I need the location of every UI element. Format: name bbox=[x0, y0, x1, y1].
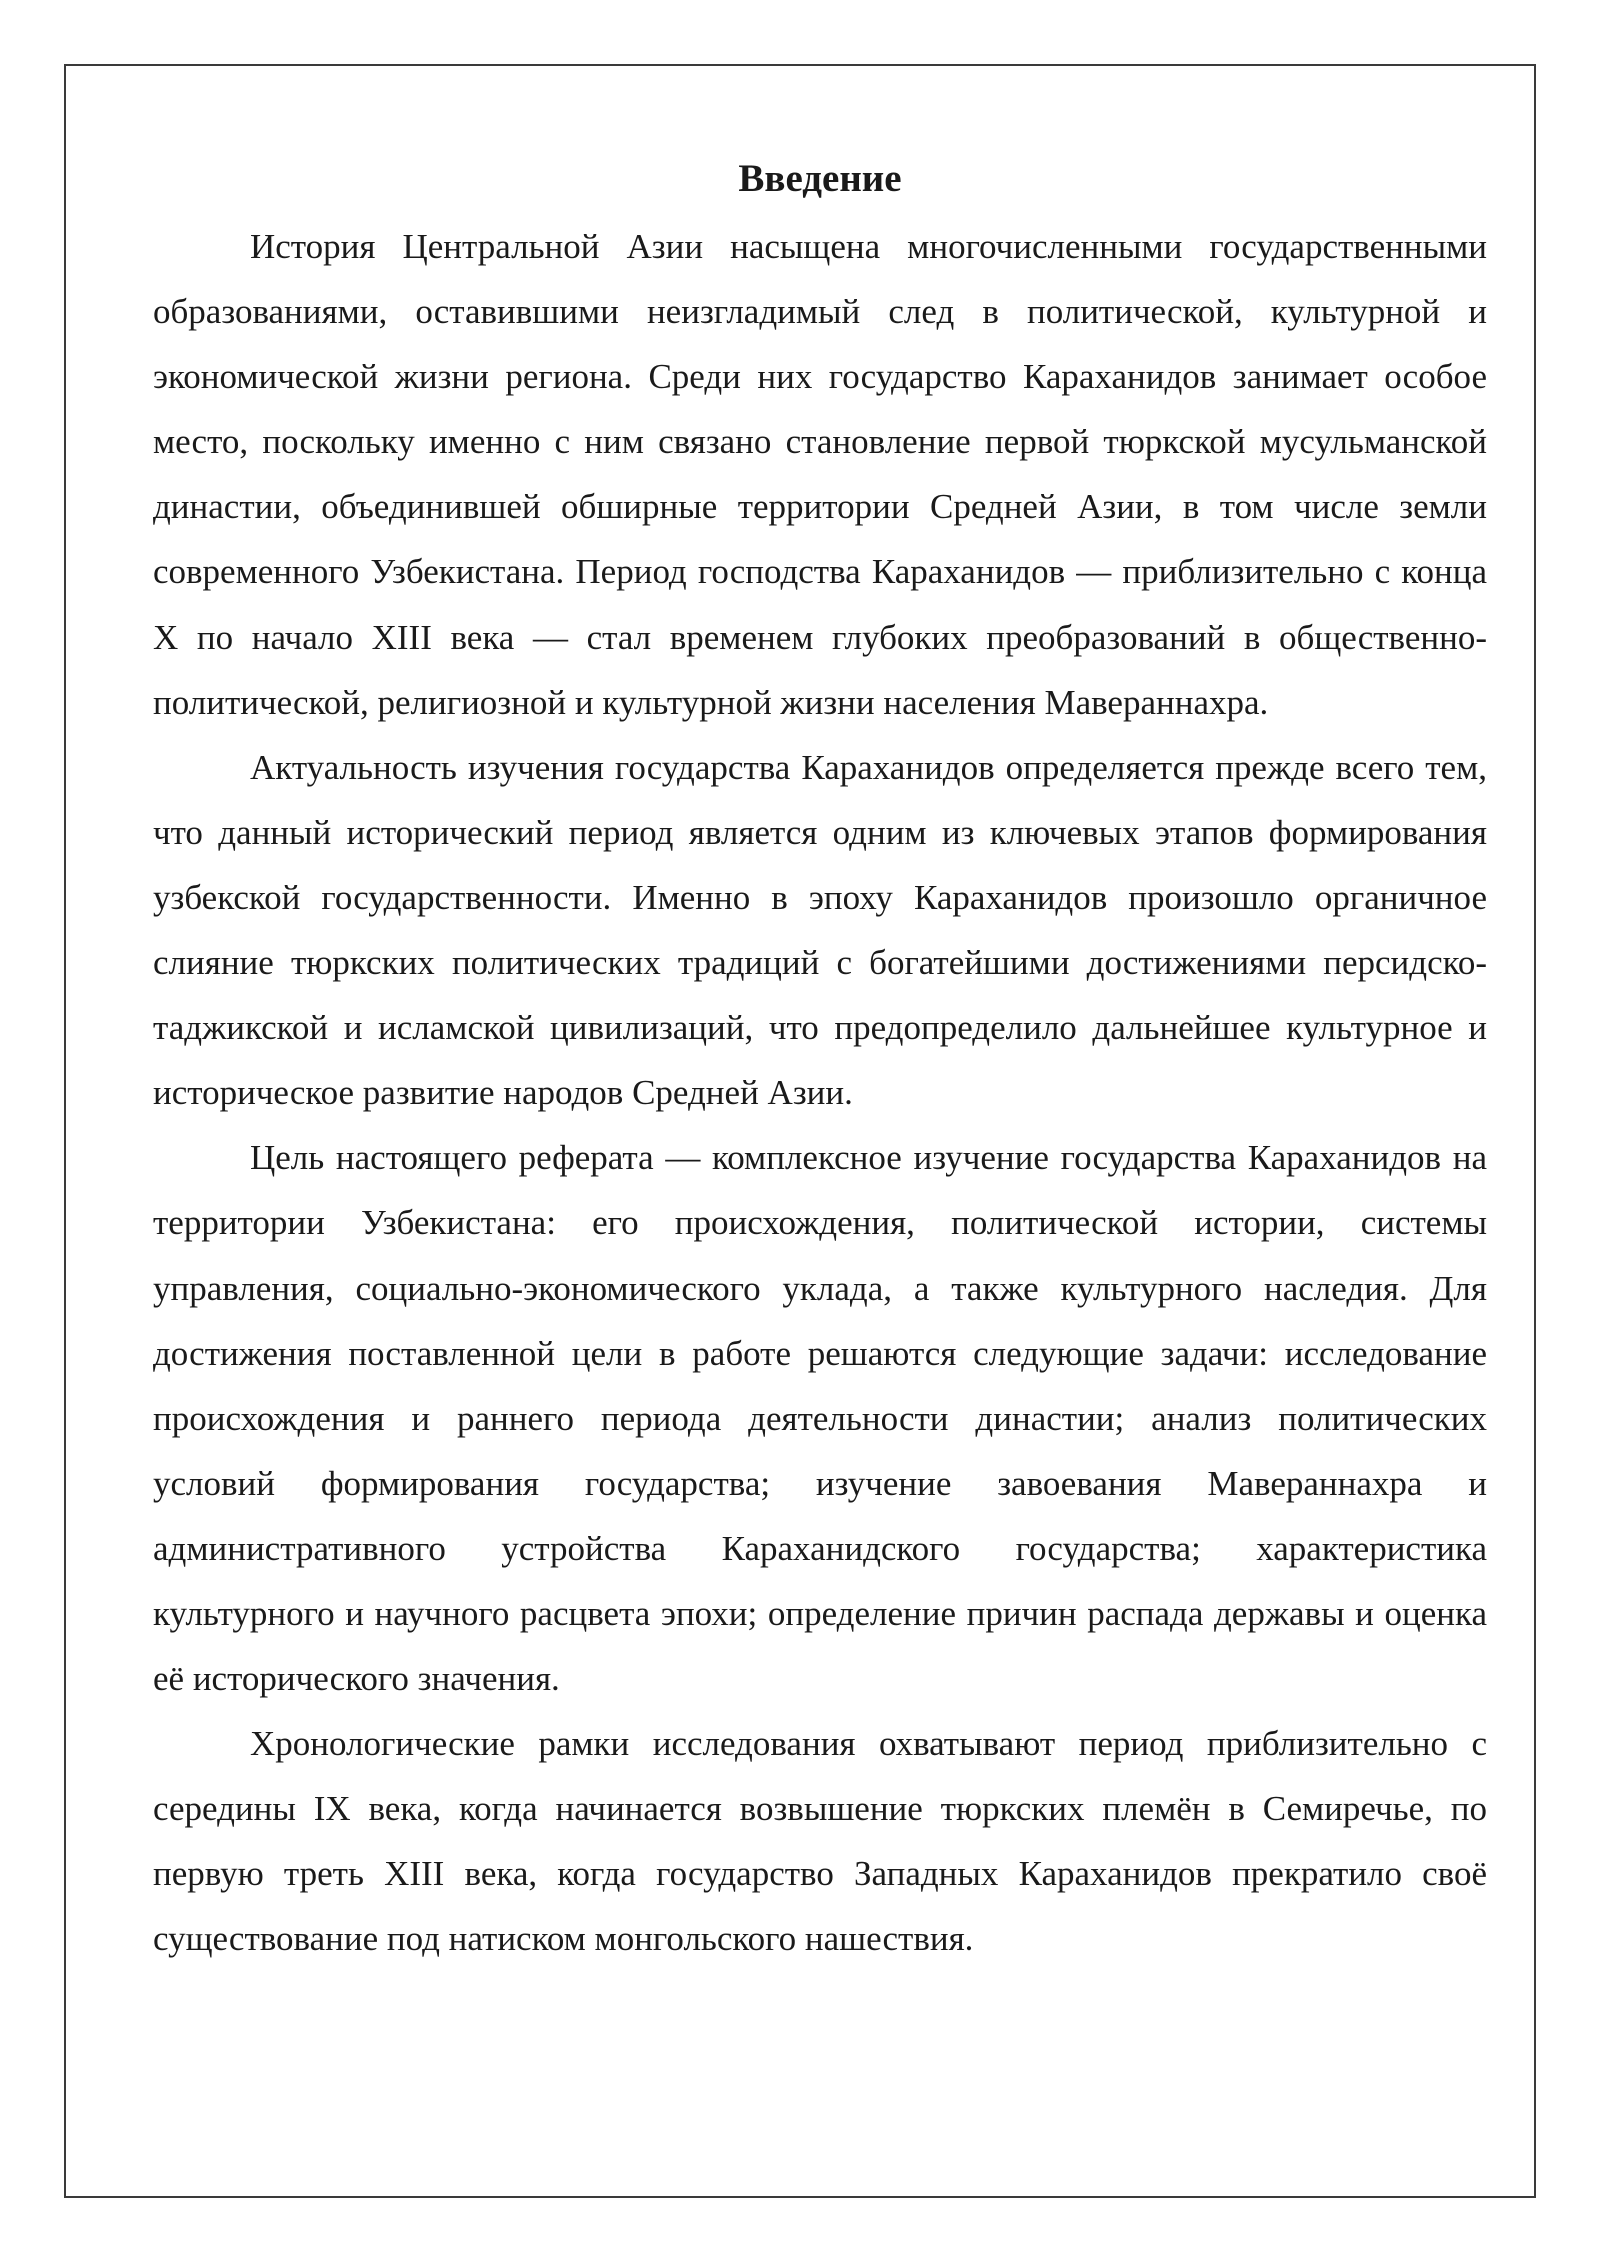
page-title: Введение bbox=[738, 157, 902, 200]
paragraph-introduction: История Центральной Азии насыщена многочисленными государственными образованиями, оставившими неизгладимый след в политической, культурной и экономической жизни региона. Среди них государство Караханидов занимает особое место, поскольку именно с ним связано становление первой тюркской мусульманской династии, объединившей обширные территории Средней Азии, в том числе земли современного Узбекистана. Период господства Караханидов — приблизительно с конца X по начало XIII века — стал временем глубоких преобразований в общественно-политической, религиозной и культурной жизни населения Мавераннахра. bbox=[153, 227, 1487, 722]
document-body bbox=[153, 148, 1487, 1972]
paragraph-chronology: Хронологические рамки исследования охватывают период приблизительно с середины IX века, когда начинается возвышение тюркских племён в Семиречье, по первую треть XIII века, когда государство Западных Караханидов прекратило своё существование под натиском монгольского нашествия. bbox=[153, 1724, 1487, 1959]
paragraph-goal-and-tasks: Цель настоящего реферата — комплексное изучение государства Караханидов на территории Узбекистана: его происхождения, политической истории, системы управления, социально-экономического уклада, а также культурного наследия. Для достижения поставленной цели в работе решаются следующие задачи: исследование происхождения и раннего периода деятельности династии; анализ политических условий формирования государства; изучение завоевания Мавераннахра и административного устройства Караханидского государства; характеристика культурного и научного расцвета эпохи; определение причин распада державы и оценка её исторического значения. bbox=[153, 1138, 1487, 1699]
paragraph-relevance: Актуальность изучения государства Караханидов определяется прежде всего тем, что данный исторический период является одним из ключевых этапов формирования узбекской государственности. Именно в эпоху Караханидов произошло органичное слияние тюркских политических традиций с богатейшими достижениями персидско-таджикской и исламской цивилизаций, что предопределило дальнейшее культурное и историческое развитие народов Средней Азии. bbox=[153, 747, 1487, 1113]
